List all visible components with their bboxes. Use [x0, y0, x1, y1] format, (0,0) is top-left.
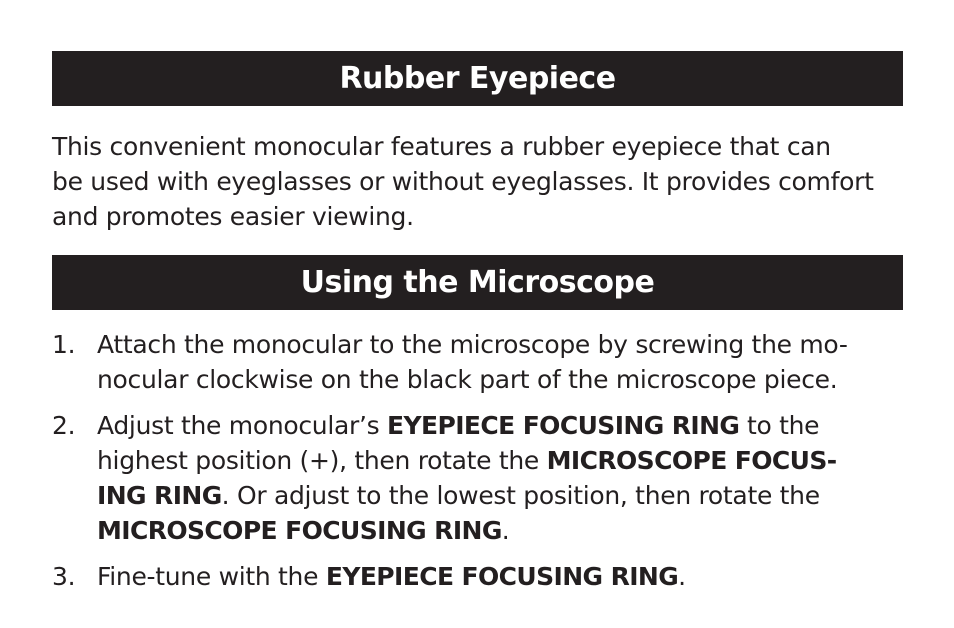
emphasis-term: ING RING	[97, 481, 222, 510]
step-text-run: highest position (+), then rotate the	[97, 446, 547, 475]
section-title: Using the Microscope	[300, 265, 655, 300]
step-text-run: Adjust the monocular’s	[97, 411, 388, 440]
step-text-run: to the	[739, 411, 820, 440]
paragraph-line: and promotes easier viewing.	[52, 202, 414, 231]
step-text-run: Fine-tune with the	[97, 562, 326, 591]
step-number: 3.	[52, 562, 76, 591]
step-text-run: .	[678, 562, 686, 591]
instruction-step-1	[52, 327, 912, 397]
step-line: Attach the monocular to the microscope by screwing the mo-	[97, 330, 848, 359]
step-text	[97, 327, 912, 397]
section-header-using-microscope	[52, 255, 903, 310]
instruction-step-2	[52, 408, 912, 548]
step-text	[97, 559, 912, 594]
rubber-eyepiece-paragraph	[52, 129, 912, 234]
step-number: 2.	[52, 411, 76, 440]
step-number: 1.	[52, 330, 76, 359]
emphasis-term: MICROSCOPE FOCUS-	[546, 446, 837, 475]
emphasis-term: MICROSCOPE FOCUSING RING	[97, 516, 502, 545]
emphasis-term: EYEPIECE FOCUSING RING	[325, 562, 679, 591]
emphasis-term: EYEPIECE FOCUSING RING	[387, 411, 740, 440]
step-line: nocular clockwise on the black part of the microscope piece.	[97, 365, 838, 394]
paragraph-line: be used with eyeglasses or without eyeglasses. It provides comfort	[52, 167, 874, 196]
paragraph-line: This convenient monocular features a rubber eyepiece that can	[52, 132, 831, 161]
step-text-run: . Or adjust to the lowest position, then rotate the	[221, 481, 820, 510]
step-text	[97, 408, 912, 548]
section-header-rubber-eyepiece	[52, 51, 903, 106]
section-title: Rubber Eyepiece	[339, 61, 616, 96]
step-text-run: .	[501, 516, 510, 545]
instruction-step-3	[52, 559, 912, 594]
